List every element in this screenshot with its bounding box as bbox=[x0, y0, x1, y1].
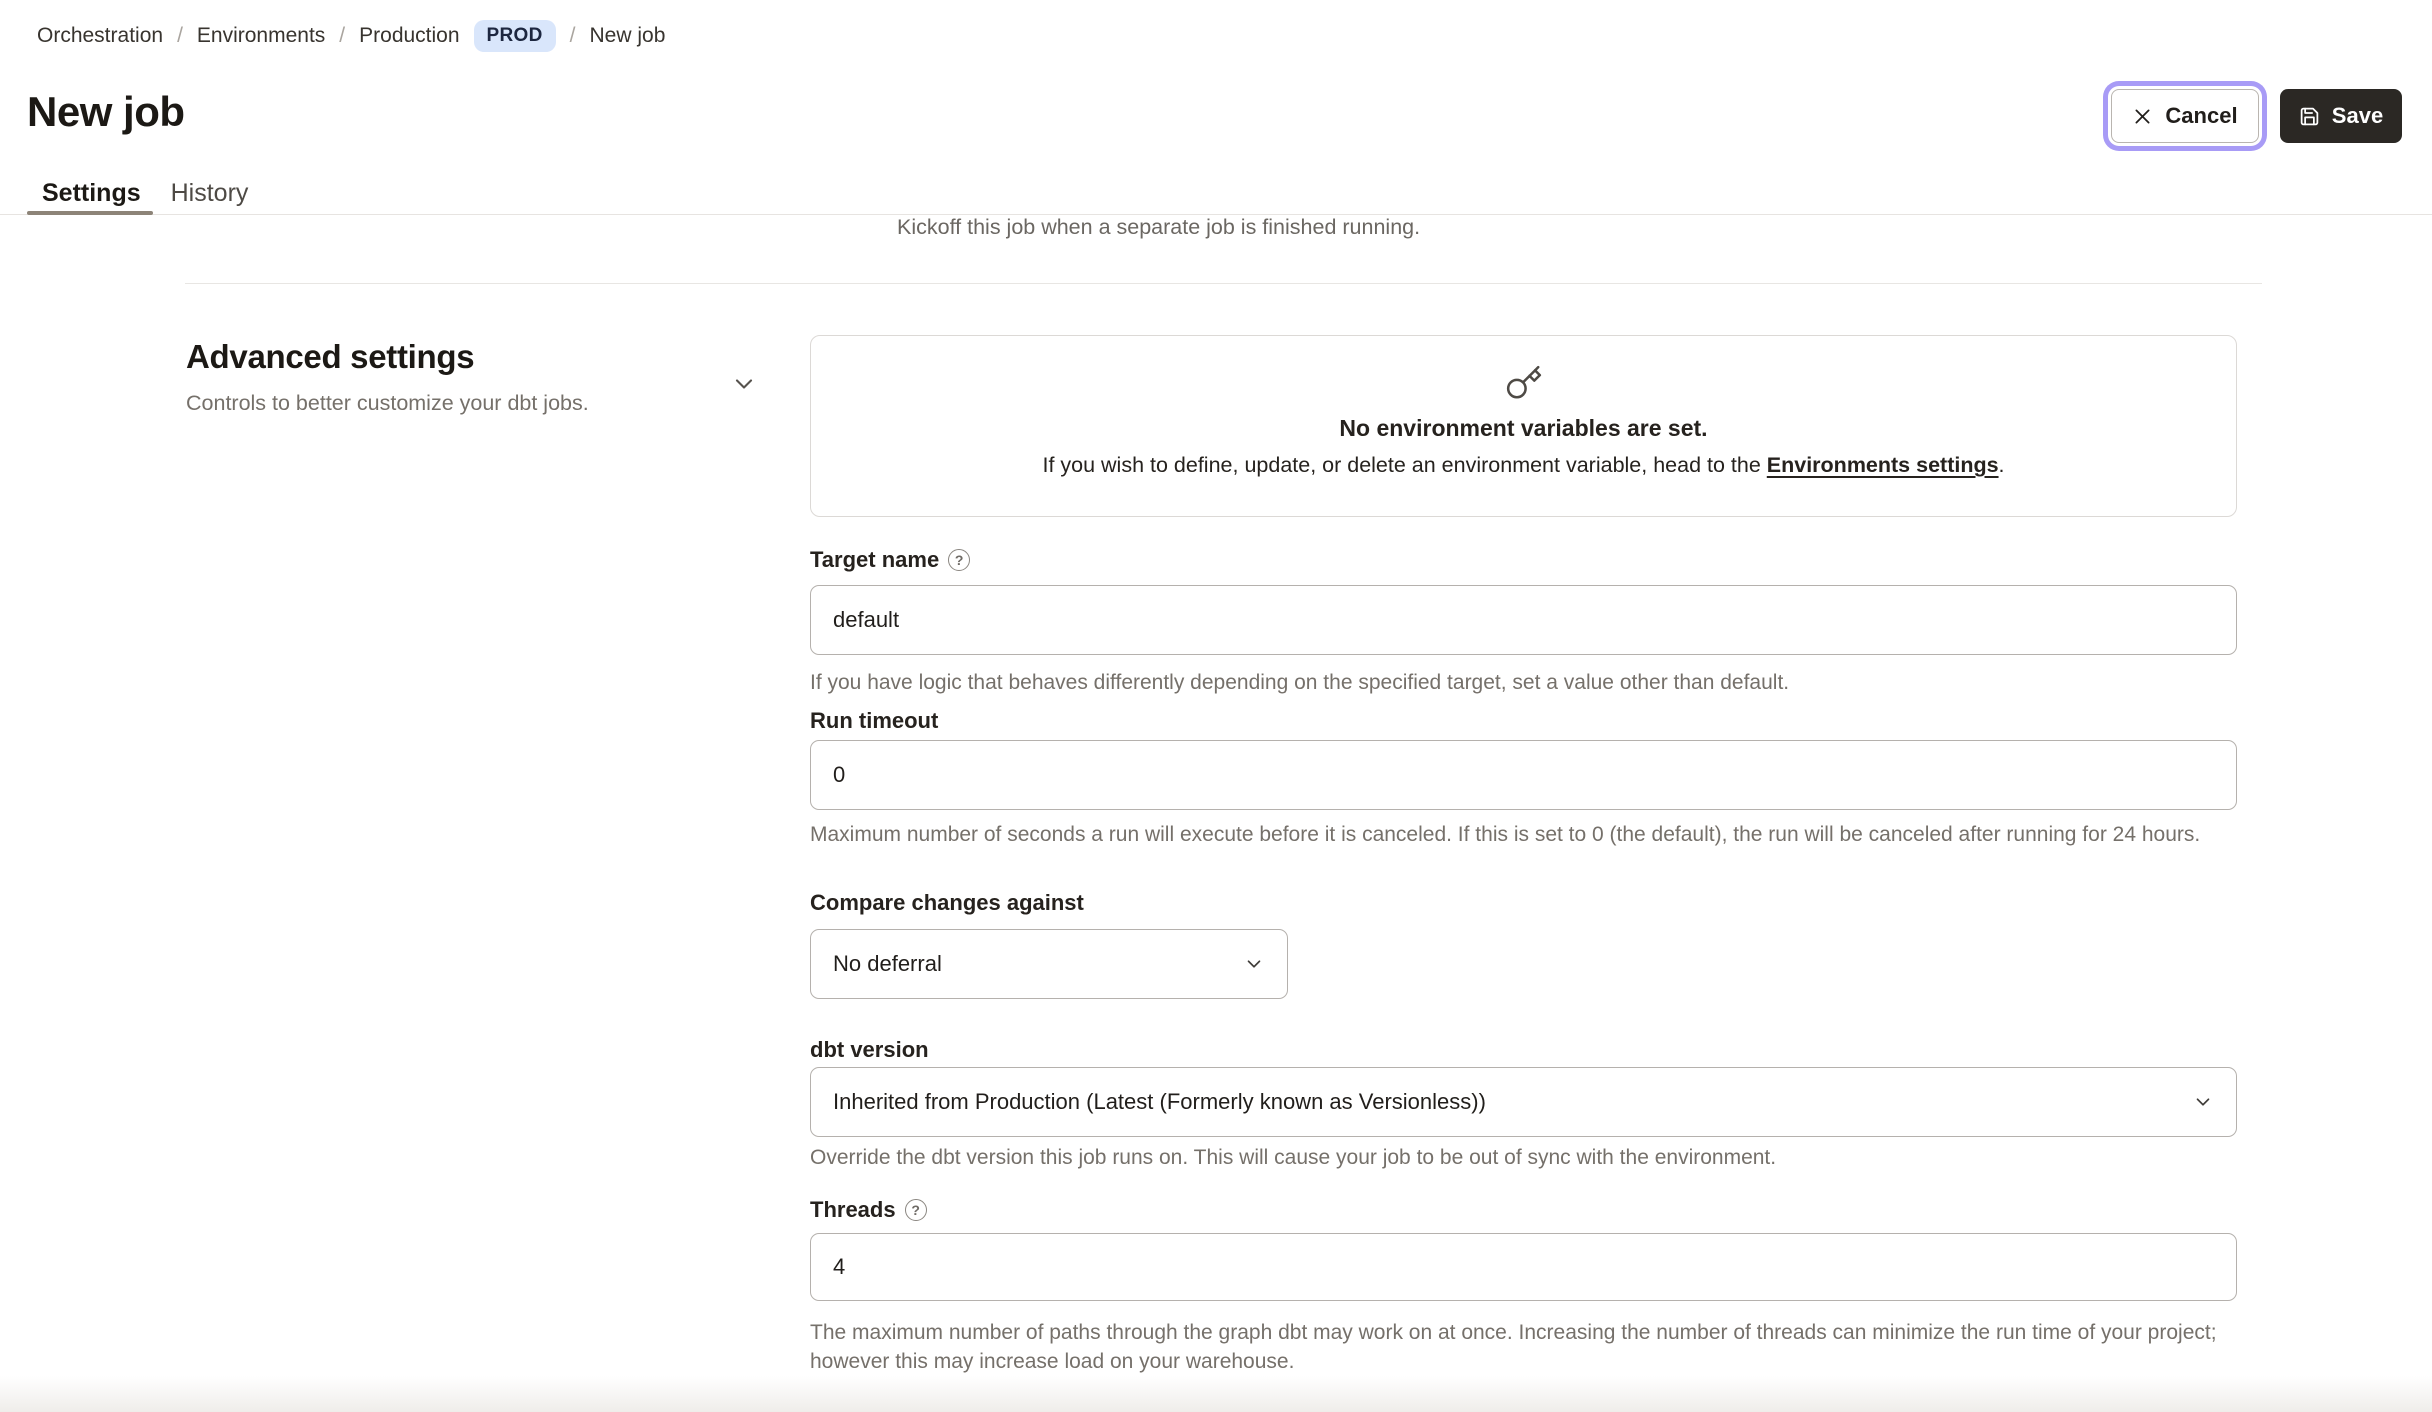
breadcrumb-orchestration[interactable]: Orchestration bbox=[37, 24, 164, 47]
environment-variables-empty-panel bbox=[810, 335, 2237, 517]
advanced-settings-header bbox=[186, 338, 726, 416]
breadcrumb-separator: / bbox=[177, 24, 183, 47]
target-name-label-text: Target name bbox=[810, 547, 940, 572]
breadcrumb-environments[interactable]: Environments bbox=[196, 24, 326, 47]
threads-label bbox=[810, 1197, 927, 1223]
env-vars-body-prefix: If you wish to define, update, or delete an environment variable, head to the bbox=[1042, 453, 1767, 477]
tab-history[interactable]: History bbox=[170, 178, 249, 207]
tab-bar bbox=[27, 172, 263, 214]
active-tab-underline bbox=[27, 211, 153, 215]
env-vars-empty-body bbox=[1042, 453, 2004, 478]
advanced-settings-title: Advanced settings bbox=[186, 338, 475, 375]
compare-changes-selected-value: No deferral bbox=[833, 951, 942, 976]
key-icon bbox=[1505, 364, 1543, 402]
run-timeout-input[interactable] bbox=[810, 740, 2237, 810]
section-divider bbox=[185, 283, 2262, 284]
collapse-section-chevron-down-icon[interactable] bbox=[730, 370, 758, 398]
cancel-button[interactable] bbox=[2111, 89, 2259, 143]
prod-environment-badge: PROD bbox=[474, 20, 556, 52]
target-name-label bbox=[810, 547, 970, 573]
breadcrumb-production[interactable]: Production bbox=[359, 24, 460, 47]
env-vars-empty-title: No environment variables are set. bbox=[1339, 415, 1708, 441]
dbt-version-label bbox=[810, 1037, 929, 1063]
dbt-version-label-text: dbt version bbox=[810, 1037, 929, 1062]
compare-changes-label-text: Compare changes against bbox=[810, 890, 1084, 915]
breadcrumb-current-new-job: New job bbox=[589, 24, 666, 47]
target-name-help-text: If you have logic that behaves differently depending on the specified target, set a value other than default. bbox=[810, 671, 1790, 694]
target-name-help-icon[interactable]: ? bbox=[948, 549, 970, 571]
save-button-label: Save bbox=[2331, 103, 2384, 128]
dbt-version-selected-value: Inherited from Production (Latest (Formerly known as Versionless)) bbox=[833, 1089, 1486, 1114]
dbt-version-select[interactable] bbox=[810, 1067, 2237, 1137]
chevron-down-icon bbox=[1243, 953, 1265, 975]
job-completion-trigger-hint: Kickoff this job when a separate job is finished running. bbox=[897, 215, 1421, 239]
breadcrumb-separator: / bbox=[339, 24, 346, 47]
advanced-settings-subtitle: Controls to better customize your dbt jobs. bbox=[186, 391, 589, 415]
threads-label-text: Threads bbox=[810, 1197, 896, 1222]
threads-input[interactable] bbox=[810, 1233, 2237, 1301]
run-timeout-label-text: Run timeout bbox=[810, 708, 939, 733]
page-title: New job bbox=[27, 88, 185, 135]
dbt-version-help-text: Override the dbt version this job runs on. This will cause your job to be out of sync with the environment. bbox=[810, 1146, 1777, 1169]
save-button[interactable] bbox=[2280, 89, 2402, 143]
compare-changes-label bbox=[810, 890, 1084, 916]
target-name-input[interactable] bbox=[810, 585, 2237, 655]
compare-changes-select[interactable] bbox=[810, 929, 1288, 999]
cancel-button-label: Cancel bbox=[2165, 103, 2238, 128]
env-vars-body-suffix: . bbox=[1998, 453, 2005, 477]
breadcrumb bbox=[37, 20, 665, 52]
bottom-scroll-fade bbox=[0, 1376, 2432, 1412]
header-actions bbox=[2111, 82, 2402, 150]
save-disk-icon bbox=[2299, 106, 2320, 127]
environments-settings-link[interactable]: Environments settings bbox=[1766, 453, 1999, 477]
run-timeout-label bbox=[810, 708, 938, 734]
threads-help-icon[interactable]: ? bbox=[905, 1199, 927, 1221]
breadcrumb-separator: / bbox=[569, 24, 576, 47]
close-icon bbox=[2132, 106, 2153, 127]
tab-settings[interactable]: Settings bbox=[42, 178, 141, 207]
threads-help-text: The maximum number of paths through the graph dbt may work on at once. Increasing the number of threads can minimize the run time of your project; however this may increase load on your warehouse. bbox=[810, 1321, 2217, 1373]
run-timeout-help-text: Maximum number of seconds a run will execute before it is canceled. If this is set to 0 (the default), the run will be canceled after running for 24 hours. bbox=[810, 823, 2201, 846]
chevron-down-icon bbox=[2192, 1091, 2214, 1113]
